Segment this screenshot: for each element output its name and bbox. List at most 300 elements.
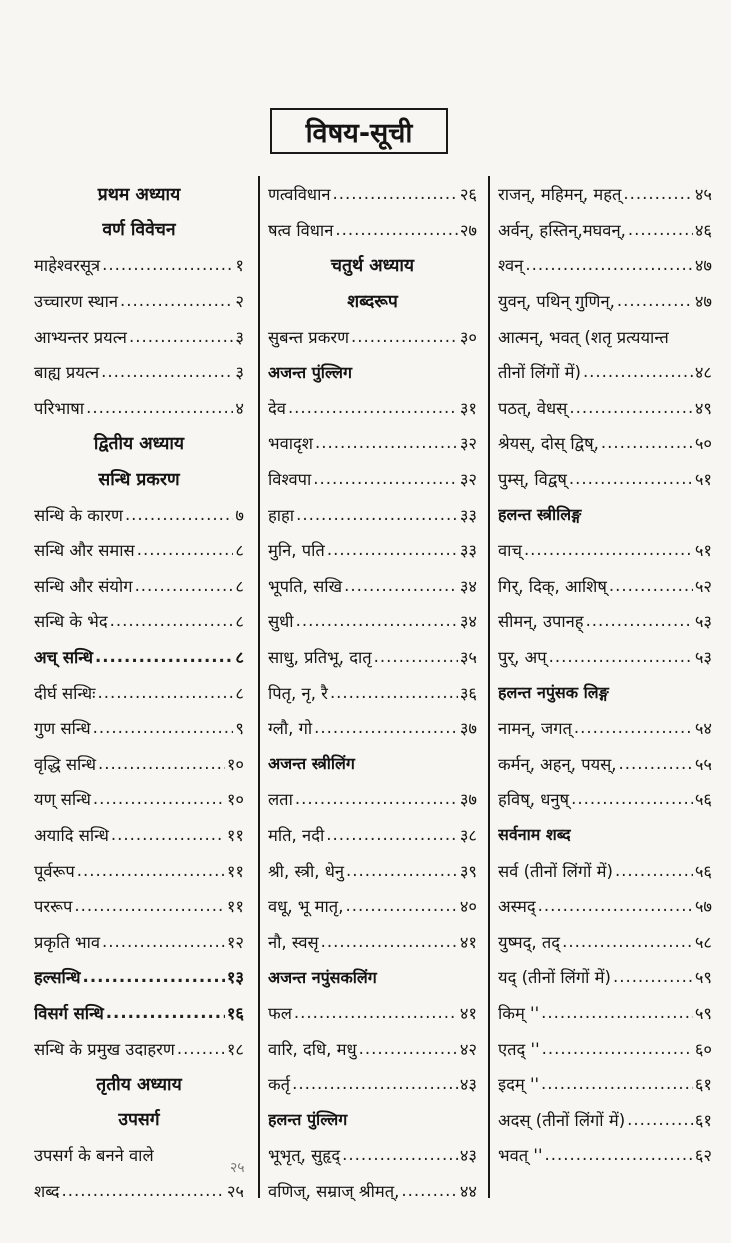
toc-leader-dots — [125, 505, 233, 524]
toc-leader-dots — [351, 327, 458, 346]
toc-entry — [498, 603, 712, 639]
toc-leader-dots — [101, 362, 233, 381]
toc-leader-dots — [288, 398, 458, 417]
toc-leader-dots — [292, 1074, 458, 1093]
toc-page-number: ४ — [235, 398, 244, 418]
toc-page-number: १० — [226, 790, 244, 810]
toc-leader-dots — [541, 1003, 693, 1022]
toc-page-number: ४३ — [459, 1146, 477, 1166]
toc-page-number: ५९ — [694, 1003, 712, 1023]
toc-entry — [34, 568, 244, 604]
toc-entry-title: कर्मन्, अहन्, पयस्, — [498, 754, 617, 774]
section-heading: शब्दरूप — [347, 291, 398, 312]
toc-entry-title: एतद् '' — [498, 1039, 540, 1059]
toc-leader-dots — [545, 1145, 693, 1164]
toc-entry — [268, 532, 477, 568]
toc-entry-title: दीर्घ सन्धिः — [34, 683, 96, 703]
toc-entry — [34, 532, 244, 568]
toc-entry-title: भूभृत्, सुहृद् — [268, 1146, 341, 1166]
toc-leader-dots — [61, 1181, 224, 1200]
toc-leader-dots — [586, 611, 693, 630]
toc-page-number: ४६ — [694, 220, 712, 240]
toc-page-number: ८ — [235, 683, 244, 703]
toc-page-number: ४७ — [694, 256, 712, 276]
toc-entry-title: श्रेयस्, दोस् द्विष्, — [498, 434, 599, 454]
toc-entry-title: वृद्धि सन्धि — [34, 754, 97, 774]
toc-entry-title: भूपति, सखि — [268, 576, 343, 596]
toc-entry-title: सर्व (तीनों लिंगों में) — [498, 861, 613, 881]
toc-leader-dots — [327, 540, 458, 559]
toc-entry — [498, 568, 712, 604]
toc-page-number: ६२ — [694, 1146, 712, 1166]
toc-leader-dots — [601, 433, 693, 452]
toc-entry — [268, 852, 477, 888]
toc-entry — [268, 1137, 477, 1173]
toc-page-number: ३२ — [459, 434, 477, 454]
toc-entry — [498, 923, 712, 959]
toc-entry-title: पुर्, अप् — [498, 648, 547, 668]
toc-leader-dots — [342, 1145, 458, 1164]
toc-page-number: २७ — [459, 220, 477, 240]
toc-leader-dots — [617, 291, 693, 310]
toc-page-number: ५० — [694, 434, 712, 454]
toc-entry-title: पूर्वरूप — [34, 861, 75, 881]
toc-entry — [268, 817, 477, 853]
toc-entry — [498, 212, 712, 248]
toc-leader-dots — [98, 754, 225, 773]
toc-leader-dots — [295, 789, 458, 808]
toc-leader-dots — [326, 825, 458, 844]
toc-entry — [268, 568, 477, 604]
toc-entry — [268, 888, 477, 924]
toc-leader-dots — [102, 932, 225, 951]
toc-leader-dots — [524, 540, 693, 559]
toc-page-number: ८ — [235, 612, 244, 632]
toc-leader-dots — [359, 1039, 458, 1058]
toc-leader-dots — [296, 611, 458, 630]
toc-page-number: ३ — [235, 327, 244, 347]
toc-entry — [268, 1030, 477, 1066]
toc-page-number: १८ — [226, 1039, 244, 1059]
toc-page-number: ८ — [235, 648, 244, 668]
toc-page-number: २६ — [459, 185, 477, 205]
toc-entry-title: पठत्, वेधस् — [498, 398, 568, 418]
toc-entry-title: सीमन्, उपानह् — [498, 612, 584, 632]
toc-entry — [34, 674, 244, 710]
toc-entry — [498, 461, 712, 497]
toc-entry-title: सन्धि के प्रमुख उदाहरण — [34, 1039, 175, 1059]
toc-page-number: ३३ — [459, 541, 477, 561]
toc-leader-dots — [111, 825, 225, 844]
toc-entry-title: अर्वन्, हस्तिन्,मघवन्, — [498, 220, 626, 240]
subsection-heading: अजन्त स्त्रीलिंग — [268, 754, 355, 774]
toc-entry-title: लता — [268, 790, 293, 810]
toc-entry — [498, 995, 712, 1031]
toc-page-number: ३० — [459, 327, 477, 347]
toc-entry-title: किम् '' — [498, 1003, 540, 1023]
toc-page-number: ५६ — [694, 790, 712, 810]
toc-entry-title: हविष्, धनुष् — [498, 790, 570, 810]
toc-entry — [268, 318, 477, 354]
toc-entry — [34, 746, 244, 782]
toc-entry-title: अस्मद् — [498, 897, 536, 917]
toc-entry — [34, 710, 244, 746]
toc-leader-dots — [346, 861, 458, 880]
toc-leader-dots — [627, 1110, 693, 1129]
toc-text-line: आत्मन्, भवत् (शतृ प्रत्ययान्त — [498, 327, 669, 347]
toc-entry — [268, 1173, 477, 1209]
toc-leader-dots — [314, 718, 458, 737]
toc-page-number: १ — [235, 256, 244, 276]
section-heading: सन्धि प्रकरण — [98, 469, 180, 490]
toc-page-number: ३१ — [459, 398, 477, 418]
toc-entry — [268, 710, 477, 746]
section-heading: चतुर्थ अध्याय — [330, 255, 415, 276]
section-heading: उपसर्ग — [118, 1110, 160, 1131]
toc-entry — [34, 318, 244, 354]
subsection-heading: हलन्त नपुंसक लिङ्ग — [498, 683, 609, 703]
toc-entry — [268, 176, 477, 212]
page-title: विषय-सूची — [270, 108, 448, 154]
toc-entry — [498, 888, 712, 924]
toc-leader-dots — [542, 1039, 693, 1058]
toc-page-number: ४१ — [459, 932, 477, 952]
toc-entry — [498, 390, 712, 426]
toc-entry — [498, 959, 712, 995]
toc-page-number: ३४ — [459, 576, 477, 596]
toc-leader-dots — [623, 184, 692, 203]
toc-entry-title: श्वन् — [498, 256, 524, 276]
subsection-heading: अजन्त नपुंसकलिंग — [268, 967, 377, 987]
toc-entry-title: आभ्यन्तर प्रयत्न — [34, 327, 127, 347]
toc-entry-title: सुधी — [268, 612, 294, 632]
toc-entry — [268, 1066, 477, 1102]
toc-page-number: ३४ — [459, 612, 477, 632]
toc-leader-dots — [541, 1074, 693, 1093]
toc-entry-title: विश्वपा — [268, 470, 312, 490]
toc-page-number: ३७ — [459, 719, 477, 739]
toc-leader-dots — [313, 469, 458, 488]
toc-page-number: ६१ — [694, 1110, 712, 1130]
toc-leader-dots — [562, 932, 693, 951]
toc-leader-dots — [613, 967, 693, 986]
toc-leader-dots — [93, 789, 225, 808]
toc-entry-title: विसर्ग सन्धि — [34, 1003, 104, 1023]
toc-entry — [34, 852, 244, 888]
toc-entry-title: पुम्स्, विद्वष् — [498, 470, 567, 490]
toc-entry — [34, 390, 244, 426]
toc-entry — [498, 176, 712, 212]
toc-entry-title: षत्व विधान — [268, 220, 334, 240]
toc-page-number: ५७ — [694, 897, 712, 917]
toc-entry — [498, 1137, 712, 1173]
toc-leader-dots — [345, 896, 457, 915]
toc-page-number: ११ — [226, 825, 244, 845]
column-divider-1 — [258, 176, 260, 1198]
toc-page-number: ५५ — [694, 754, 712, 774]
toc-entry-title: अदस् (तीनों लिंगों में) — [498, 1110, 626, 1130]
toc-leader-dots — [315, 433, 458, 452]
toc-entry-title: वाच् — [498, 541, 522, 561]
toc-leader-dots — [135, 576, 234, 595]
toc-leader-dots — [374, 647, 458, 666]
toc-entry-title: युवन्, पथिन् गुणिन्, — [498, 292, 615, 312]
toc-entry-title: ग्लौ, गो — [268, 719, 313, 739]
toc-page-number: ५३ — [694, 648, 712, 668]
toc-entry — [34, 496, 244, 532]
toc-page-number: ६० — [694, 1039, 712, 1059]
toc-entry — [268, 496, 477, 532]
toc-entry — [498, 283, 712, 319]
toc-entry-title: नामन्, जगत् — [498, 719, 572, 739]
subsection-heading: हलन्त पुंल्लिग — [268, 1110, 348, 1130]
toc-entry-title: कर्तृ — [268, 1075, 291, 1095]
toc-entry-title: भवत् '' — [498, 1146, 543, 1166]
toc-leader-dots — [106, 1003, 225, 1022]
toc-entry — [498, 781, 712, 817]
toc-page-number: १२ — [226, 932, 244, 952]
toc-entry-title: सन्धि के कारण — [34, 505, 123, 525]
toc-entry-title: बाह्य प्रयत्न — [34, 363, 100, 383]
toc-leader-dots — [102, 255, 233, 274]
toc-entry-title: पररूप — [34, 897, 73, 917]
toc-entry-title: माहेश्वरसूत्र — [34, 256, 101, 276]
toc-entry — [34, 1173, 244, 1209]
toc-entry-title: यण् सन्धि — [34, 790, 91, 810]
toc-page-number: ४८ — [694, 363, 712, 383]
toc-entry — [268, 995, 477, 1031]
toc-leader-dots — [74, 896, 225, 915]
toc-entry-title: फल — [268, 1003, 292, 1023]
toc-entry — [268, 603, 477, 639]
toc-page-number: ४७ — [694, 292, 712, 312]
toc-page-number: ८ — [235, 541, 244, 561]
toc-entry — [498, 1030, 712, 1066]
toc-leader-dots — [609, 576, 693, 595]
toc-entry-title: मुनि, पति — [268, 541, 325, 561]
toc-entry — [498, 247, 712, 283]
toc-entry-title: सन्धि के भेद — [34, 612, 108, 632]
section-heading: द्वितीय अध्याय — [93, 433, 185, 454]
toc-entry — [498, 354, 712, 390]
toc-entry — [268, 639, 477, 675]
toc-page-number: ३२ — [459, 470, 477, 490]
section-heading: वर्ण विवेचन — [102, 220, 176, 241]
toc-page-number: ६१ — [694, 1075, 712, 1095]
toc-page-number: ४० — [459, 897, 477, 917]
toc-page-number: ५३ — [694, 612, 712, 632]
toc-column-3 — [498, 176, 712, 1173]
toc-entry — [498, 425, 712, 461]
toc-page-number: ७ — [235, 505, 244, 525]
page-mark: २५ — [230, 1160, 245, 1176]
toc-page-number: ३९ — [459, 861, 477, 881]
toc-entry — [34, 283, 244, 319]
toc-page-number: ५२ — [694, 576, 712, 596]
toc-entry-title: सुबन्त प्रकरण — [268, 327, 350, 347]
toc-entry-title: गिर्, दिक्, आशिष् — [498, 576, 607, 596]
toc-entry — [268, 425, 477, 461]
toc-entry — [268, 781, 477, 817]
toc-entry-title: वारि, दधि, मधु — [268, 1039, 357, 1059]
toc-leader-dots — [569, 398, 692, 417]
toc-page-number: ३ — [235, 363, 244, 383]
toc-entry — [34, 923, 244, 959]
toc-page-number: ३३ — [459, 505, 477, 525]
toc-leader-dots — [628, 220, 693, 239]
toc-entry — [34, 781, 244, 817]
toc-page-number: ५४ — [694, 719, 712, 739]
toc-entry-title: इदम् '' — [498, 1075, 540, 1095]
toc-entry-title: प्रकृति भाव — [34, 932, 101, 952]
toc-entry — [34, 959, 244, 995]
toc-entry — [268, 212, 477, 248]
toc-page-number: ३६ — [459, 683, 477, 703]
toc-leader-dots — [77, 861, 225, 880]
toc-entry-title: युष्मद्, तद् — [498, 932, 561, 952]
toc-entry-title: हाहा — [268, 505, 295, 525]
toc-leader-dots — [549, 647, 693, 666]
toc-leader-dots — [120, 291, 233, 310]
toc-page-number: ५८ — [694, 932, 712, 952]
toc-leader-dots — [129, 327, 233, 346]
toc-page-number: ४२ — [459, 1039, 477, 1059]
toc-entry — [498, 639, 712, 675]
toc-entry-title: यद् (तीनों लिंगों में) — [498, 968, 611, 988]
toc-entry-title: वणिज्, सम्राज् श्रीमत्, — [268, 1181, 400, 1201]
toc-entry-title: शब्द — [34, 1181, 60, 1201]
toc-leader-dots — [538, 896, 693, 915]
toc-entry-title: देव — [268, 398, 286, 418]
toc-page-number: ४५ — [694, 185, 712, 205]
toc-leader-dots — [574, 718, 693, 737]
toc-page-number: ५१ — [694, 541, 712, 561]
toc-entry-title: वधू, भू मातृ, — [268, 897, 344, 917]
toc-entry-title: गुण सन्धि — [34, 719, 91, 739]
toc-page-number: ९ — [235, 719, 244, 739]
toc-entry — [34, 603, 244, 639]
toc-entry-title: अच् सन्धि — [34, 648, 93, 668]
toc-entry — [34, 995, 244, 1031]
toc-leader-dots — [583, 362, 693, 381]
toc-entry — [34, 1030, 244, 1066]
subsection-heading: हलन्त स्त्रीलिङ्ग — [498, 505, 582, 525]
toc-page-number: १३ — [226, 968, 244, 988]
toc-entry — [498, 746, 712, 782]
toc-entry — [34, 817, 244, 853]
toc-leader-dots — [333, 184, 458, 203]
toc-leader-dots — [86, 398, 233, 417]
toc-leader-dots — [110, 611, 234, 630]
toc-page-number: ४९ — [694, 398, 712, 418]
toc-entry-title: पितृ, नृ, रै — [268, 683, 328, 703]
toc-page-number: २ — [235, 292, 244, 312]
toc-page-number: १० — [226, 754, 244, 774]
subsection-heading: अजन्त पुंल्लिग — [268, 362, 353, 382]
toc-text-line: उपसर्ग के बनने वाले — [34, 1146, 154, 1166]
toc-page-number: ३७ — [459, 790, 477, 810]
section-heading: तृतीय अध्याय — [96, 1074, 182, 1095]
toc-page-number: ८ — [235, 576, 244, 596]
toc-entry-title: साधु, प्रतिभू, दातृ — [268, 648, 372, 668]
toc-column-2 — [268, 176, 477, 1208]
toc-entry — [268, 674, 477, 710]
toc-entry — [34, 354, 244, 390]
toc-page-number: ४१ — [459, 1003, 477, 1023]
toc-entry-title: नौ, स्वसृ — [268, 932, 319, 952]
toc-entry — [34, 639, 244, 675]
toc-entry — [498, 710, 712, 746]
column-divider-2 — [488, 176, 490, 1198]
toc-entry — [268, 923, 477, 959]
toc-entry-title: उच्चारण स्थान — [34, 292, 118, 312]
toc-entry-title: अयादि सन्धि — [34, 825, 109, 845]
toc-page-number: ११ — [226, 861, 244, 881]
toc-leader-dots — [93, 718, 234, 737]
toc-page-number: ४३ — [459, 1075, 477, 1095]
toc-entry-title: हल्सन्धि — [34, 968, 81, 988]
subsection-heading: सर्वनाम शब्द — [498, 825, 571, 845]
toc-entry-title: सन्धि और संयोग — [34, 576, 133, 596]
toc-entry-title: तीनों लिंगों में) — [498, 363, 581, 383]
toc-leader-dots — [525, 255, 692, 274]
toc-leader-dots — [401, 1181, 457, 1200]
toc-entry-title: श्री, स्त्री, धेनु — [268, 861, 345, 881]
toc-entry — [34, 888, 244, 924]
toc-page-number: ३८ — [459, 825, 477, 845]
toc-page-number: ३५ — [459, 648, 477, 668]
section-heading: प्रथम अध्याय — [97, 184, 181, 205]
toc-entry-title: मति, नदी — [268, 825, 325, 845]
toc-entry-title: णत्वविधान — [268, 185, 331, 205]
toc-leader-dots — [571, 789, 693, 808]
toc-leader-dots — [137, 540, 234, 559]
toc-leader-dots — [335, 220, 457, 239]
toc-leader-dots — [321, 932, 458, 951]
toc-leader-dots — [98, 683, 234, 702]
toc-leader-dots — [294, 1003, 458, 1022]
toc-page-number: ५१ — [694, 470, 712, 490]
toc-leader-dots — [569, 469, 693, 488]
toc-leader-dots — [177, 1039, 225, 1058]
toc-page-number: ५९ — [694, 968, 712, 988]
toc-entry — [498, 852, 712, 888]
toc-entry — [498, 1101, 712, 1137]
toc-page-number: ४४ — [459, 1181, 477, 1201]
toc-entry — [498, 1066, 712, 1102]
toc-leader-dots — [615, 861, 693, 880]
toc-page-number: २५ — [226, 1181, 244, 1201]
toc-entry-title: सन्धि और समास — [34, 541, 135, 561]
toc-entry-title: भवादृश — [268, 434, 314, 454]
toc-entry — [498, 532, 712, 568]
toc-entry — [268, 461, 477, 497]
toc-entry-title: राजन्, महिमन्, महत् — [498, 185, 622, 205]
toc-entry — [268, 390, 477, 426]
toc-entry-title: परिभाषा — [34, 398, 85, 418]
toc-column-1 — [34, 176, 244, 1208]
toc-leader-dots — [619, 754, 693, 773]
toc-leader-dots — [83, 967, 225, 986]
toc-leader-dots — [330, 683, 458, 702]
toc-page-number: ५६ — [694, 861, 712, 881]
toc-entry — [34, 247, 244, 283]
toc-leader-dots — [296, 505, 458, 524]
toc-leader-dots — [344, 576, 458, 595]
toc-leader-dots — [95, 647, 233, 666]
toc-page-number: ११ — [226, 897, 244, 917]
toc-page-number: १६ — [226, 1003, 244, 1023]
